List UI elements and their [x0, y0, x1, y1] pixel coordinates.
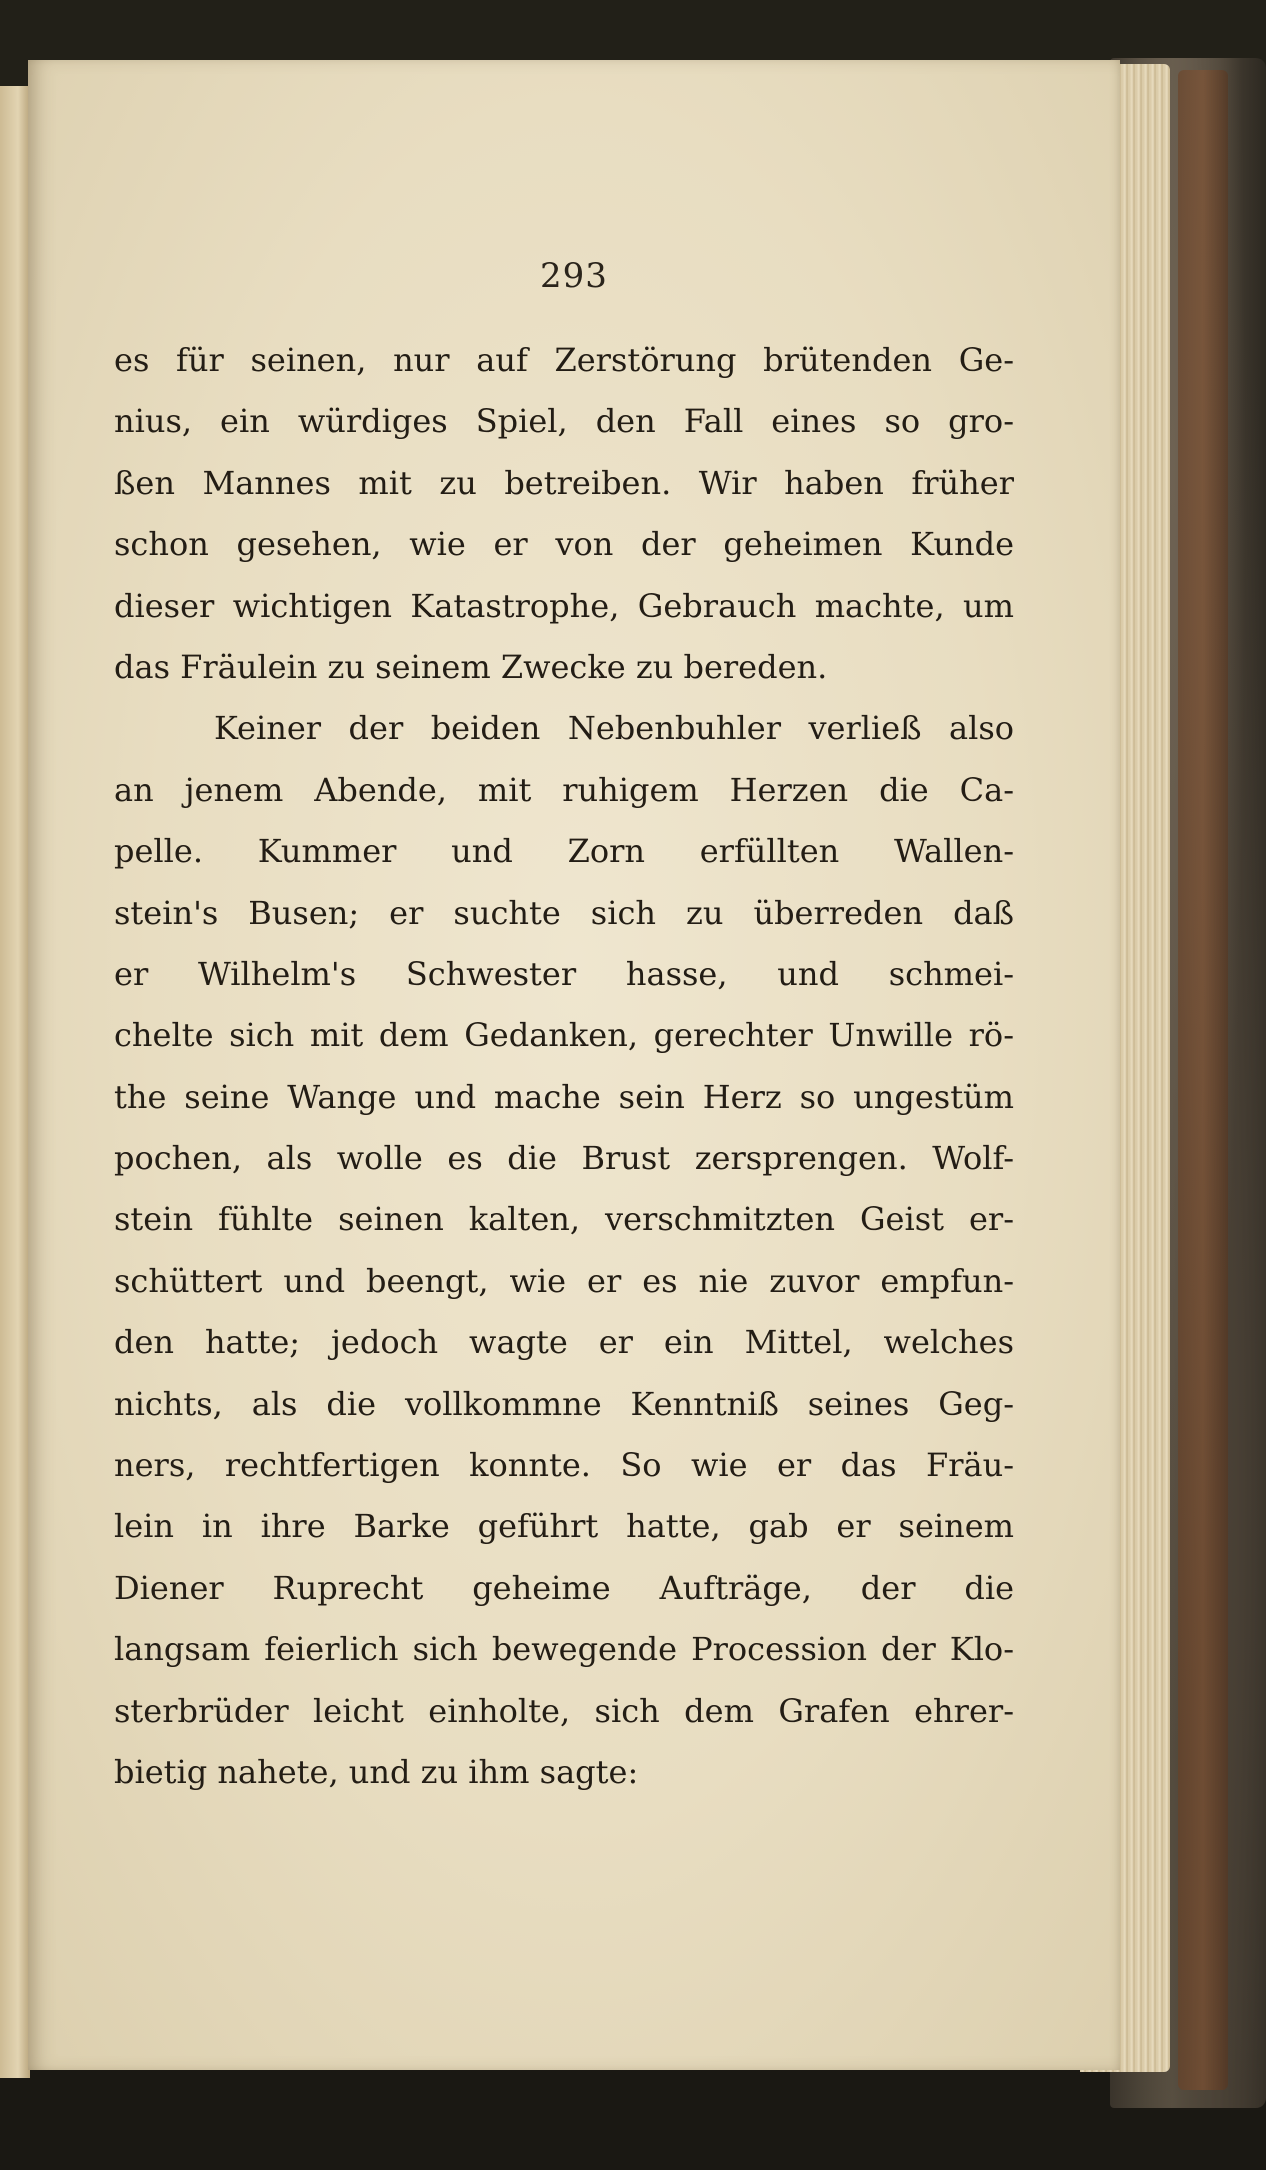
text-line: Keiner der beiden Nebenbuhler verließ also — [214, 709, 1014, 748]
text-line: er Wilhelm's Schwester hasse, und schmei- — [114, 954, 1014, 993]
page-number: 293 — [540, 256, 608, 296]
text-line: pelle. Kummer und Zorn erfüllten Wallen- — [114, 832, 1014, 871]
facing-page-edge — [0, 86, 30, 2078]
page-text — [114, 330, 1014, 1803]
text-line: pochen, als wolle es die Brust zersprengen. Wolf- — [114, 1139, 1014, 1178]
text-line: lein in ihre Barke geführt hatte, gab er seinem — [114, 1507, 1014, 1546]
text-line: chelte sich mit dem Gedanken, gerechter Unwille rö- — [114, 1016, 1014, 1055]
text-line: ßen Mannes mit zu betreiben. Wir haben früher — [114, 463, 1014, 502]
text-line: langsam feierlich sich bewegende Procession der Klo- — [114, 1630, 1014, 1669]
text-line: the seine Wange und mache sein Herz so ungestüm — [114, 1077, 1014, 1116]
text-line: an jenem Abende, mit ruhigem Herzen die Ca- — [114, 770, 1014, 809]
text-line: schüttert und beengt, wie er es nie zuvor empfun- — [114, 1261, 1014, 1300]
text-line: bietig nahete, und zu ihm sagte: — [114, 1752, 639, 1791]
book-page — [28, 60, 1120, 2070]
text-line: Diener Ruprecht geheime Aufträge, der die — [114, 1568, 1014, 1607]
text-line: den hatte; jedoch wagte er ein Mittel, welches — [114, 1323, 1014, 1362]
text-line: stein fühlte seinen kalten, verschmitzten Geist er- — [114, 1200, 1014, 1239]
text-line: es für seinen, nur auf Zerstörung brütenden Ge- — [114, 341, 1014, 379]
text-line: schon gesehen, wie er von der geheimen Kunde — [114, 525, 1014, 564]
cover-leather-edge — [1178, 70, 1228, 2090]
text-line: nius, ein würdiges Spiel, den Fall eines so gro- — [114, 402, 1014, 441]
text-line: dieser wichtigen Katastrophe, Gebrauch machte, um — [114, 586, 1014, 625]
text-line: das Fräulein zu seinem Zwecke zu bereden. — [114, 647, 828, 686]
text-line: sterbrüder leicht einholte, sich dem Grafen ehrer- — [114, 1691, 1014, 1730]
text-line: stein's Busen; er suchte sich zu überreden daß — [114, 893, 1014, 932]
text-line: ners, rechtfertigen konnte. So wie er das Fräu- — [114, 1446, 1014, 1485]
text-line: nichts, als die vollkommne Kenntniß seines Geg- — [114, 1384, 1014, 1423]
